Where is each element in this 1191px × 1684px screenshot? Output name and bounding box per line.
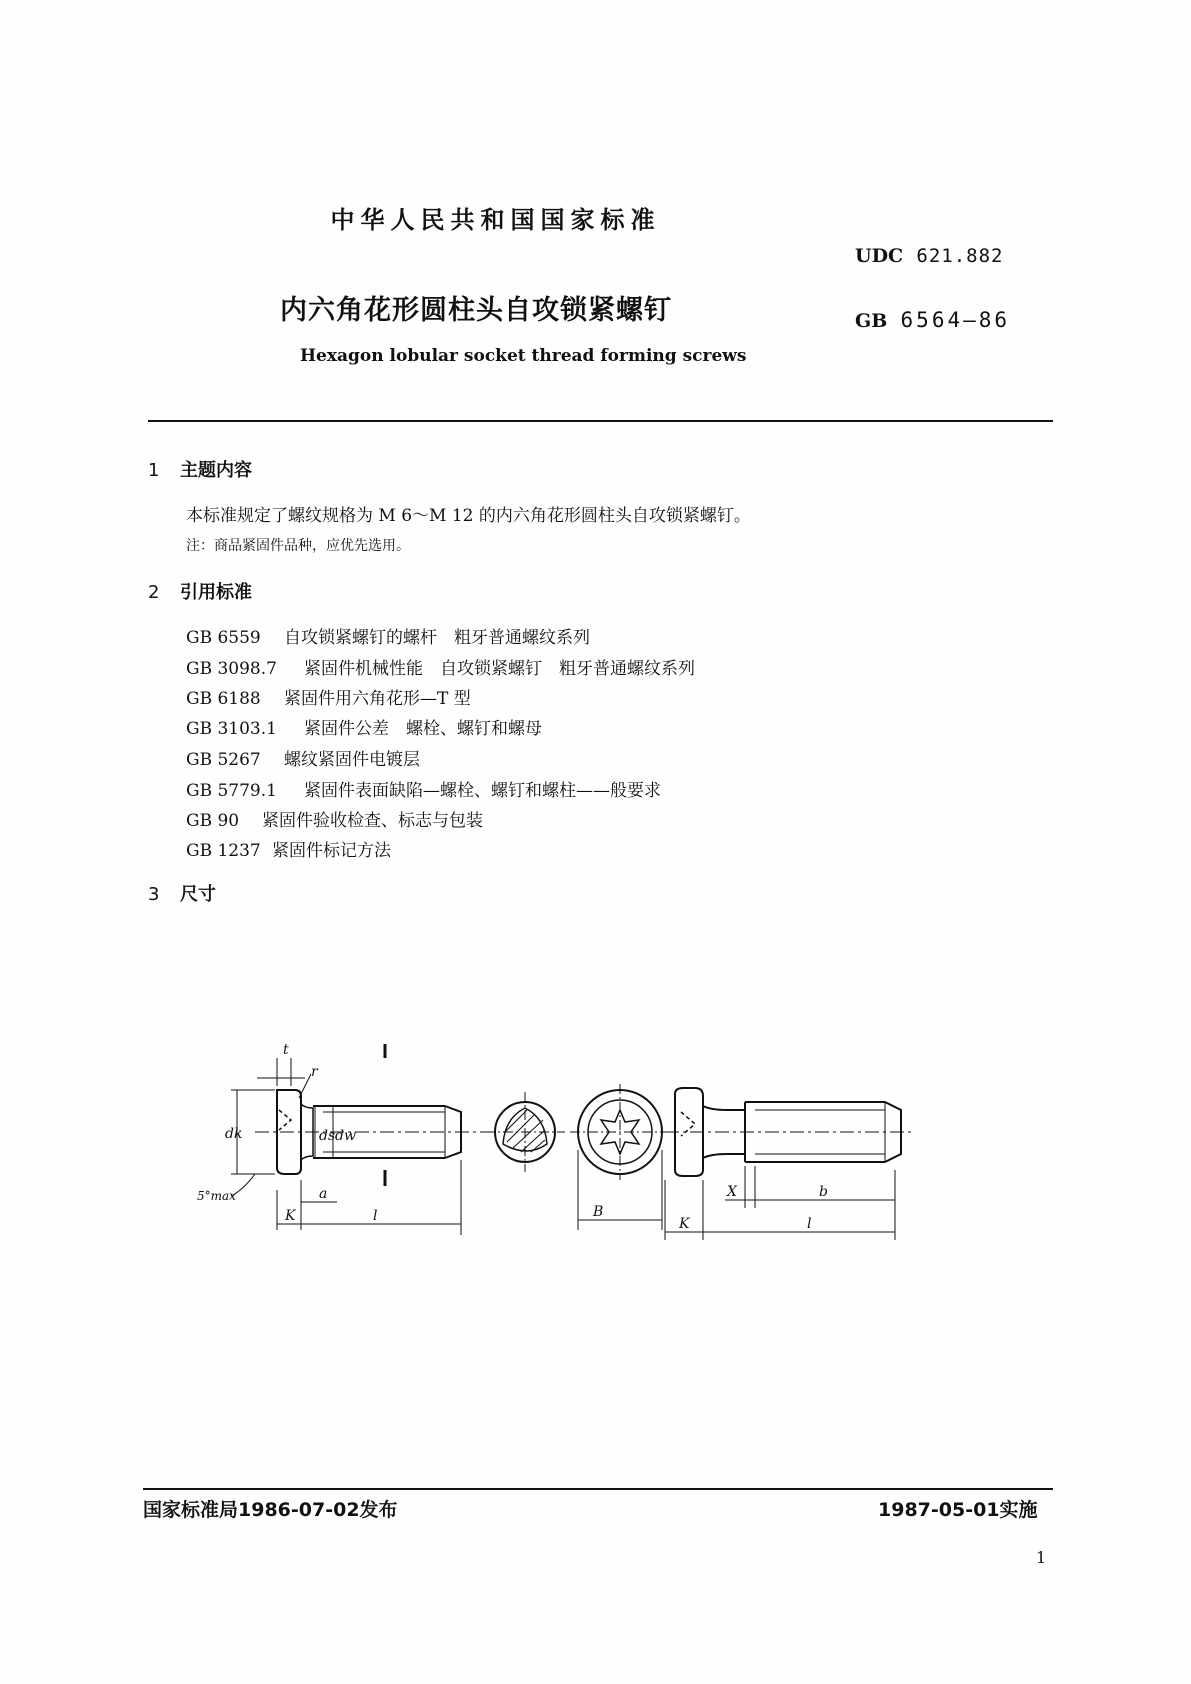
- section-title: 引用标准: [180, 582, 252, 603]
- reference-code: GB 1237: [186, 841, 261, 861]
- label-r: r: [311, 1064, 318, 1080]
- section-number: 2: [148, 582, 160, 603]
- reference-code: GB 3098.7: [186, 659, 277, 679]
- reference-code: GB 5779.1: [186, 781, 277, 801]
- issue-date: 国家标准局1986-07-02发布: [143, 1499, 398, 1521]
- label-dk: dk: [225, 1126, 243, 1142]
- reference-title: 紧固件表面缺陷—螺栓、螺钉和螺柱——般要求: [304, 781, 661, 801]
- section-number: 1: [148, 460, 160, 481]
- section-1-paragraph: 本标准规定了螺纹规格为 M 6～M 12 的内六角花形圆柱头自攻锁紧螺钉。: [186, 506, 751, 526]
- label-K: K: [285, 1208, 296, 1224]
- document-title-cn: 内六角花形圆柱头自攻锁紧螺钉: [280, 295, 672, 326]
- label-b: b: [819, 1184, 828, 1200]
- reference-code: GB 5267: [186, 750, 261, 770]
- reference-title: 紧固件公差 螺栓、螺钉和螺母: [304, 719, 542, 739]
- section-title: 尺寸: [180, 884, 216, 905]
- reference-item: [186, 745, 420, 770]
- reference-title: 紧固件用六角花形—T 型: [284, 689, 471, 709]
- gb-label: GB: [855, 310, 888, 332]
- label-angle: 5°max: [197, 1189, 236, 1203]
- label-B: B: [593, 1204, 604, 1220]
- head-top-view: [570, 1084, 670, 1230]
- footer-divider: [143, 1488, 1053, 1490]
- side-view-left: [231, 1044, 485, 1235]
- drawing-labels-left: [197, 1042, 377, 1224]
- udc-code: [855, 245, 1003, 267]
- label-dw: dw: [335, 1128, 356, 1144]
- reference-item: [186, 714, 542, 739]
- section-1-heading: [148, 456, 252, 482]
- screw-dimension-drawing: [195, 1040, 995, 1250]
- reference-code: GB 6188: [186, 689, 261, 709]
- reference-title: 自攻锁紧螺钉的螺杆 粗牙普通螺纹系列: [284, 628, 590, 648]
- implementation-date: 1987-05-01实施: [878, 1499, 1038, 1521]
- label-t: t: [283, 1042, 289, 1058]
- reference-code: GB 3103.1: [186, 719, 277, 739]
- reference-item: [186, 654, 695, 679]
- header-divider: [148, 420, 1053, 422]
- reference-item: [186, 776, 661, 801]
- gb-number: 6564—86: [900, 308, 1011, 332]
- document-title-en: Hexagon lobular socket thread forming screws: [300, 346, 747, 366]
- label-l: l: [373, 1208, 378, 1224]
- section-title: 主题内容: [180, 460, 252, 481]
- reference-item: [186, 684, 471, 709]
- reference-title: 螺纹紧固件电镀层: [284, 750, 420, 770]
- reference-title: 紧固件验收检查、标志与包装: [262, 811, 483, 831]
- cross-section-view: [485, 1092, 565, 1172]
- reference-item: [186, 623, 590, 648]
- label-K2: K: [679, 1216, 690, 1232]
- label-ds: ds: [319, 1128, 336, 1144]
- gb-code: [855, 308, 1010, 332]
- reference-item: [186, 806, 483, 831]
- section-1-note: 注：商品紧固件品种，应优先选用。: [186, 538, 410, 554]
- label-l2: l: [807, 1216, 812, 1232]
- reference-title: 紧固件标记方法: [272, 841, 391, 861]
- page-number: 1: [1036, 1548, 1047, 1567]
- label-a: a: [319, 1186, 328, 1202]
- reference-title: 紧固件机械性能 自攻锁紧螺钉 粗牙普通螺纹系列: [304, 659, 695, 679]
- reference-item: [186, 836, 391, 861]
- section-3-heading: [148, 880, 216, 906]
- udc-label: UDC: [855, 245, 904, 267]
- side-view-right: [665, 1088, 915, 1240]
- reference-code: GB 6559: [186, 628, 261, 648]
- label-X: X: [727, 1184, 737, 1200]
- section-2-heading: [148, 578, 252, 604]
- national-standard-heading: 中华人民共和国国家标准: [330, 206, 661, 234]
- udc-number: 621.882: [916, 245, 1004, 267]
- section-number: 3: [148, 884, 160, 905]
- reference-code: GB 90: [186, 811, 240, 831]
